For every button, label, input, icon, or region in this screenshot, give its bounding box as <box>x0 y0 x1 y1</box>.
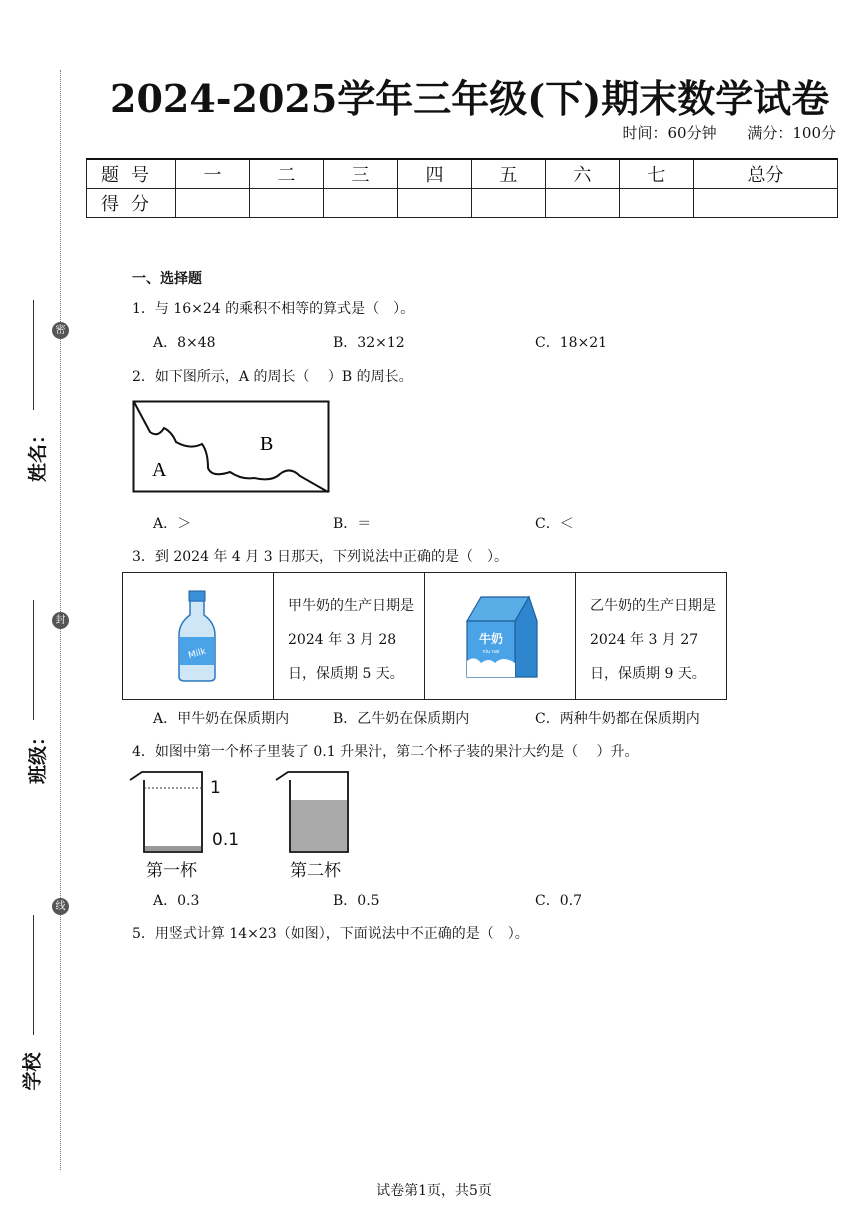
milk-a-info: 甲牛奶的生产日期是 2024 年 3 月 28 日，保质期 5 天。 <box>288 598 414 682</box>
q4-option-a: A．0.3 <box>153 893 200 909</box>
milk-a-image-cell <box>123 573 274 699</box>
score-table-header-label: 题号 <box>87 159 176 189</box>
score-table <box>86 158 838 218</box>
cup-1-mark-top: 1 <box>210 778 221 798</box>
score-col-1: 一 <box>176 159 250 189</box>
q1-option-a: A．8×48 <box>153 335 216 351</box>
milk-a-text-cell <box>274 573 425 699</box>
score-cell <box>693 189 837 218</box>
q2-option-c: C．＜ <box>535 516 574 532</box>
score-col-3: 三 <box>323 159 397 189</box>
bottle-text: Milk <box>187 646 208 662</box>
section-title: 一、选择题 <box>132 271 202 287</box>
score-col-7: 七 <box>619 159 693 189</box>
q4-option-b: B．0.5 <box>333 893 380 909</box>
exam-meta <box>596 122 836 143</box>
question-1: 1．与 16×24 的乘积不相等的算式是（ ）。 <box>132 301 415 317</box>
carton-text: 牛奶 <box>478 632 504 646</box>
cup-1-mark-bottom: 0.1 <box>212 830 240 850</box>
seal-feng: 封 <box>52 612 69 629</box>
time-limit: 时间：60分钟 <box>622 124 717 142</box>
milk-b-text-cell <box>576 573 726 699</box>
milk-info-table <box>122 572 727 700</box>
seal-mi: 密 <box>52 322 69 339</box>
q2-option-b: B．＝ <box>333 516 372 532</box>
carton-subtext: niu nai <box>482 649 500 655</box>
score-cell <box>471 189 545 218</box>
class-write-line <box>33 600 34 720</box>
q3-option-b: B．乙牛奶在保质期内 <box>333 711 470 727</box>
q2-option-a: A．＞ <box>153 516 192 532</box>
score-col-5: 五 <box>471 159 545 189</box>
page-footer: 试卷第1页，共5页 <box>376 1183 492 1199</box>
perimeter-figure <box>132 400 332 495</box>
cup-2-label: 第二杯 <box>290 861 341 881</box>
score-col-total: 总分 <box>693 159 837 189</box>
class-label: 班级： <box>27 726 50 785</box>
q4-option-c: C．0.7 <box>535 893 582 909</box>
score-cell <box>545 189 619 218</box>
name-label: 姓名： <box>27 424 50 483</box>
q1-option-c: C．18×21 <box>535 335 608 351</box>
score-cell <box>176 189 250 218</box>
page-title: 2024-2025学年三年级(下)期末数学试卷 <box>110 76 830 121</box>
score-cell <box>323 189 397 218</box>
name-write-line <box>33 300 34 410</box>
question-5: 5．用竖式计算 14×23（如图），下面说法中不正确的是（ ）。 <box>132 926 529 942</box>
score-col-4: 四 <box>397 159 471 189</box>
q3-option-c: C．两种牛奶都在保质期内 <box>535 711 700 727</box>
score-cell <box>249 189 323 218</box>
school-write-line <box>33 915 34 1035</box>
milk-b-info: 乙牛奶的生产日期是 2024 年 3 月 27 日，保质期 9 天。 <box>590 598 716 682</box>
question-4: 4．如图中第一个杯子里装了 0.1 升果汁，第二个杯子装的果汁大约是（ ）升。 <box>132 744 639 760</box>
cup-2-figure <box>274 770 364 856</box>
score-col-6: 六 <box>545 159 619 189</box>
question-3: 3．到 2024 年 4 月 3 日那天，下列说法中正确的是（ ）。 <box>132 549 509 565</box>
score-cell <box>397 189 471 218</box>
seal-xian: 线 <box>52 898 69 915</box>
milk-bottle-icon <box>173 589 221 684</box>
milk-b-image-cell <box>425 573 576 699</box>
score-row-label: 得分 <box>87 189 176 218</box>
score-cell <box>619 189 693 218</box>
score-col-2: 二 <box>249 159 323 189</box>
question-2: 2．如下图所示，A 的周长（ ）B 的周长。 <box>132 369 413 385</box>
milk-carton-icon <box>459 591 541 681</box>
q3-option-a: A．甲牛奶在保质期内 <box>153 711 290 727</box>
school-label: 学校 <box>21 1052 44 1091</box>
full-score: 满分：100分 <box>747 124 836 142</box>
region-b-label: B <box>260 433 274 455</box>
region-a-label: A <box>152 459 167 481</box>
q1-option-b: B．32×12 <box>333 335 405 351</box>
cup-1-label: 第一杯 <box>146 861 197 881</box>
cup-1-figure <box>128 770 218 856</box>
